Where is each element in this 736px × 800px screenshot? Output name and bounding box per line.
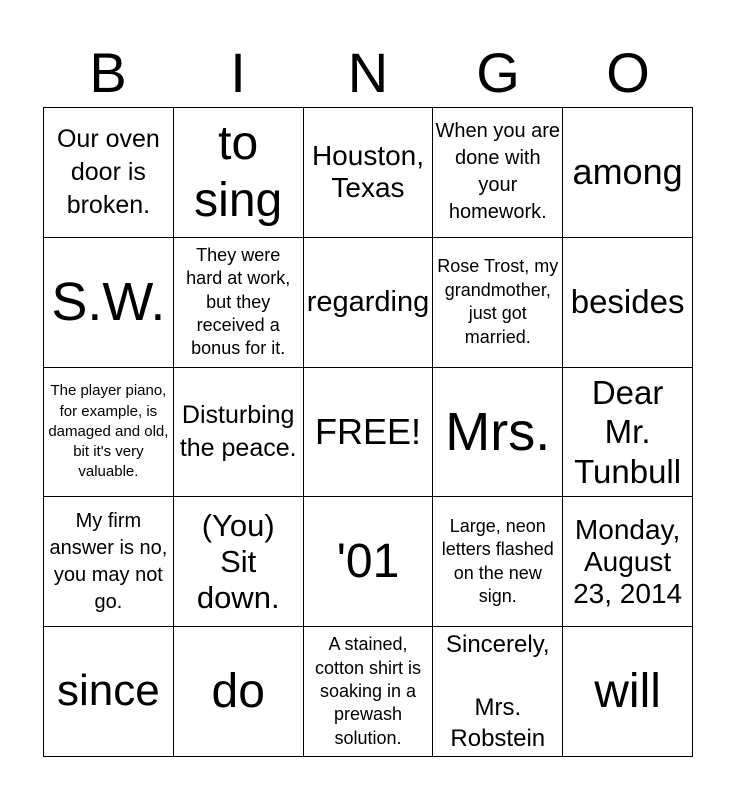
bingo-cell[interactable] xyxy=(304,238,434,368)
cell-text: When you are done with your homework. xyxy=(435,120,561,224)
bingo-cell[interactable] xyxy=(44,497,174,627)
bingo-cell[interactable] xyxy=(563,238,693,368)
bingo-cell[interactable] xyxy=(174,368,304,498)
bingo-cell[interactable] xyxy=(44,238,174,368)
cell-text: The player piano, for example, is damaged and old, bit it's very valuable. xyxy=(48,382,169,481)
cell-text: Sincerely, Mrs. Robstein xyxy=(445,631,550,752)
bingo-cell[interactable] xyxy=(433,108,563,238)
cell-text: Monday, August 23, 2014 xyxy=(573,513,683,609)
bingo-cell[interactable] xyxy=(44,627,174,757)
cell-text: They were hard at work, but they received a bonus for it. xyxy=(186,244,291,359)
cell-text: besides xyxy=(570,283,685,321)
bingo-cell[interactable] xyxy=(433,627,563,757)
bingo-cell[interactable] xyxy=(563,627,693,757)
bingo-cell[interactable] xyxy=(563,108,693,238)
cell-text: Dear Mr. Tunbull xyxy=(574,373,682,490)
header-letter-b: B xyxy=(89,41,127,104)
cell-text: S.W. xyxy=(51,272,166,333)
bingo-cell[interactable] xyxy=(433,238,563,368)
cell-text: Mrs. xyxy=(445,401,551,462)
cell-text: do xyxy=(211,664,265,718)
bingo-cell[interactable] xyxy=(433,497,563,627)
bingo-cell[interactable] xyxy=(174,627,304,757)
header-letter-n: N xyxy=(347,41,389,104)
header-letter-i: I xyxy=(230,41,246,104)
cell-text: A stained, cotton shirt is soaking in a prewash solution. xyxy=(314,634,422,748)
bingo-cell[interactable] xyxy=(304,497,434,627)
bingo-card-grid xyxy=(43,107,693,757)
cell-text: Large, neon letters flashed on the new sign. xyxy=(441,516,554,607)
header-letter-g: G xyxy=(476,41,520,104)
cell-text: '01 xyxy=(336,534,400,588)
cell-text: among xyxy=(572,151,683,193)
bingo-cell[interactable] xyxy=(433,368,563,498)
cell-text: to sing xyxy=(194,116,283,228)
cell-text: since xyxy=(57,666,160,716)
cell-text: Rose Trost, my grandmother, just got married. xyxy=(437,256,559,347)
bingo-cell[interactable] xyxy=(44,368,174,498)
cell-text: Our oven door is broken. xyxy=(56,124,160,219)
bingo-cell[interactable] xyxy=(563,497,693,627)
cell-text: (You) Sit down. xyxy=(196,508,280,615)
bingo-cell[interactable] xyxy=(174,238,304,368)
bingo-cell[interactable] xyxy=(174,108,304,238)
cell-text: Disturbing the peace. xyxy=(179,400,297,462)
bingo-cell[interactable] xyxy=(304,108,434,238)
cell-text: Houston, Texas xyxy=(311,140,425,204)
bingo-header xyxy=(43,40,693,106)
cell-text: regarding xyxy=(306,285,430,318)
bingo-cell[interactable] xyxy=(174,497,304,627)
bingo-cell[interactable] xyxy=(304,627,434,757)
cell-text: FREE! xyxy=(314,410,421,452)
cell-text: My firm answer is no, you may not go. xyxy=(49,509,168,613)
header-letter-o: O xyxy=(606,41,650,104)
bingo-cell[interactable] xyxy=(44,108,174,238)
bingo-cell[interactable] xyxy=(563,368,693,498)
cell-text: will xyxy=(594,664,661,718)
bingo-cell[interactable] xyxy=(304,368,434,498)
